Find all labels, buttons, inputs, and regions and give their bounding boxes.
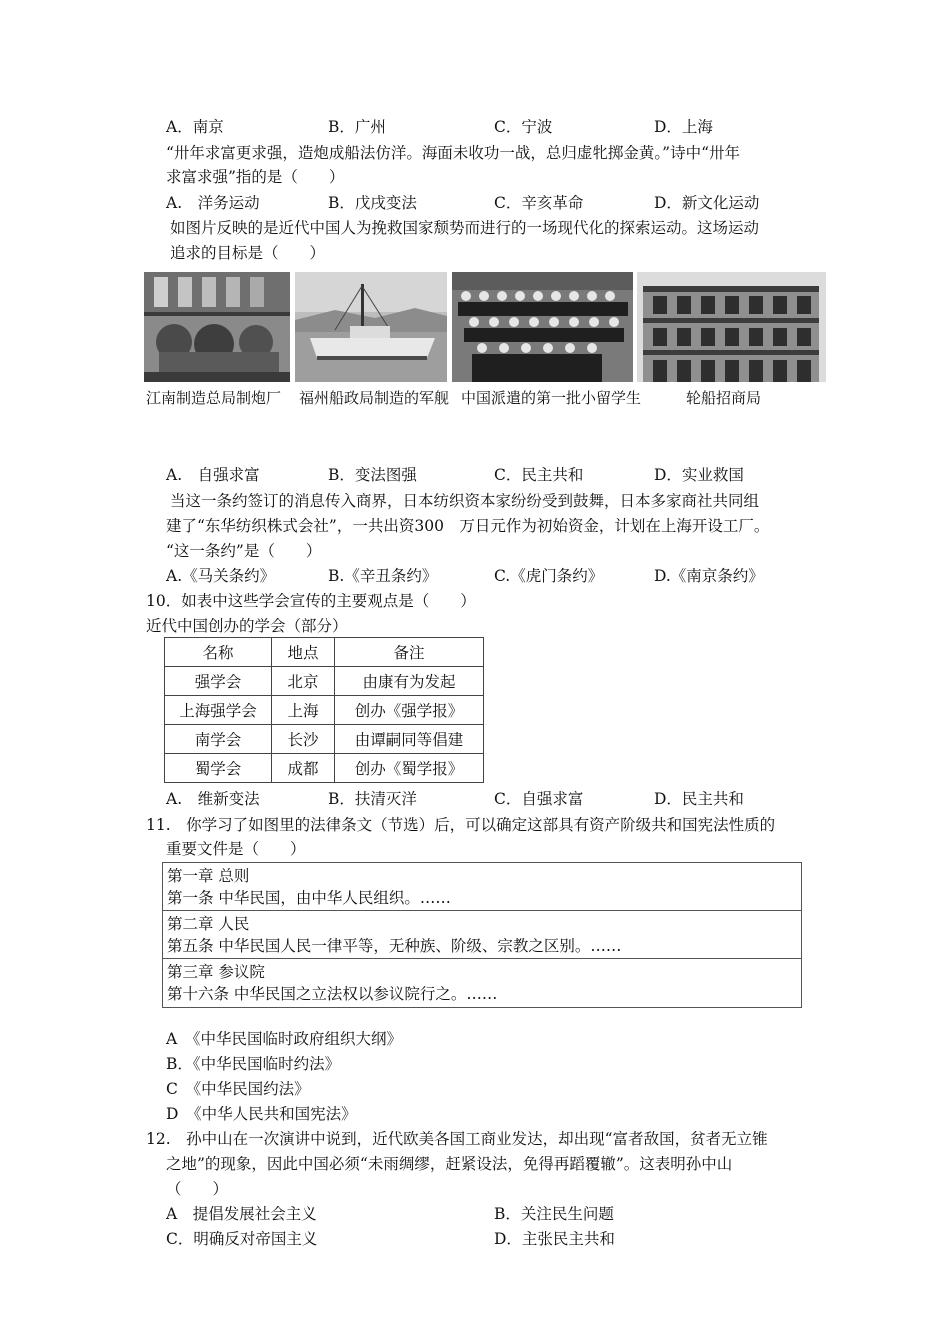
q11-option-d[interactable]: D 《中华人民共和国宪法》 xyxy=(166,1105,357,1123)
q10-option-b[interactable]: B．扶清灭洋 xyxy=(328,790,417,808)
q9a-stem-line2: 追求的目标是（ ） xyxy=(170,244,326,262)
law-chapter-1 xyxy=(163,863,801,911)
q9b-stem-line1: 当这一条约签订的消息传入商界，日本纺织资本家纷纷受到鼓舞，日本多家商社共同组 xyxy=(170,492,760,510)
q7-option-c[interactable]: C．宁波 xyxy=(494,118,553,136)
table-cell: 蜀学会 xyxy=(165,754,272,783)
q10-option-d[interactable]: D．民主共和 xyxy=(654,790,744,808)
q7-option-d[interactable]: D．上海 xyxy=(654,118,713,136)
caption-students: 中国派遣的第一批小留学生 xyxy=(461,389,642,407)
q9b-stem-line2: 建了“东华纺织株式会社”，一共出资300 万日元作为初始资金，计划在上海开设工厂。 xyxy=(166,517,770,535)
q12-option-b[interactable]: B．关注民生问题 xyxy=(494,1205,614,1223)
table-row xyxy=(165,667,484,696)
q11-stem-line1: 11. 你学习了如图里的法律条文（节选）后，可以确定这部具有资产阶级共和国宪法性质的 xyxy=(146,816,776,834)
chapter-heading: 第一章 总则 xyxy=(167,867,250,885)
societies-table xyxy=(164,637,484,783)
photo-fuzhou-warship xyxy=(295,272,447,382)
caption-merchants: 轮船招商局 xyxy=(686,389,762,407)
table-row xyxy=(165,725,484,754)
q7-option-b[interactable]: B．广州 xyxy=(328,118,386,136)
table-header: 备注 xyxy=(335,638,484,667)
q12-option-d[interactable]: D．主张民主共和 xyxy=(494,1230,615,1248)
q9a-option-b[interactable]: B．变法图强 xyxy=(328,466,417,484)
q8-option-c[interactable]: C．辛亥革命 xyxy=(494,194,584,212)
law-excerpt-box xyxy=(162,862,802,1008)
q10-table-title: 近代中国创办的学会（部分） xyxy=(146,617,348,635)
chapter-heading: 第三章 参议院 xyxy=(167,963,265,981)
q12-stem-line3: （ ） xyxy=(166,1180,229,1198)
q9b-option-a[interactable]: A.《马关条约》 xyxy=(166,567,276,585)
q9b-option-c[interactable]: C.《虎门条约》 xyxy=(494,567,604,585)
q9b-option-b[interactable]: B.《辛丑条约》 xyxy=(328,567,438,585)
q10-option-c[interactable]: C．自强求富 xyxy=(494,790,584,808)
photo-jiangnan-arsenal xyxy=(144,272,290,382)
q9a-option-c[interactable]: C．民主共和 xyxy=(494,466,584,484)
q8-option-b[interactable]: B．戊戌变法 xyxy=(328,194,417,212)
q7-option-a[interactable]: A．南京 xyxy=(166,118,224,136)
q9a-option-d[interactable]: D．实业救国 xyxy=(654,466,744,484)
q8-option-a[interactable]: A. 洋务运动 xyxy=(166,194,260,212)
q8-stem-line2: 求富求强”指的是（ ） xyxy=(166,168,345,186)
table-header-row xyxy=(165,638,484,667)
table-cell: 创办《蜀学报》 xyxy=(335,754,484,783)
q8-stem-line1: “卅年求富更求强，造炮成船法仿洋。海面未收功一战，总归虚牝掷金黄。”诗中“卅年 xyxy=(166,144,741,162)
law-chapter-2 xyxy=(163,911,801,959)
article-text: 第十六条 中华民国之立法权以参议院行之。…… xyxy=(167,985,498,1003)
q9b-option-d[interactable]: D.《南京条约》 xyxy=(654,567,764,585)
table-cell: 成都 xyxy=(272,754,335,783)
table-header: 名称 xyxy=(165,638,272,667)
law-chapter-3 xyxy=(163,959,801,1007)
q11-option-c[interactable]: C 《中华民国约法》 xyxy=(166,1080,310,1098)
table-cell: 强学会 xyxy=(165,667,272,696)
q9a-stem-line1: 如图片反映的是近代中国人为挽救国家颓势而进行的一场现代化的探索运动。这场运动 xyxy=(170,219,760,237)
q12-option-c[interactable]: C．明确反对帝国主义 xyxy=(166,1230,318,1248)
caption-fuzhou-warship: 福州船政局制造的军舰 xyxy=(299,389,450,407)
q11-option-b[interactable]: B．《中华民国临时约法》 xyxy=(166,1055,341,1073)
q11-stem-line2: 重要文件是（ ） xyxy=(166,840,306,858)
article-text: 第五条 中华民国人民一律平等，无种族、阶级、宗教之区别。…… xyxy=(167,937,622,955)
article-text: 第一条 中华民国，由中华人民组织。…… xyxy=(167,889,451,907)
q12-stem-line2: 之地”的现象，因此中国必须“未雨绸缪，赶紧设法，免得再蹈覆辙”。这表明孙中山 xyxy=(166,1155,733,1173)
table-cell: 北京 xyxy=(272,667,335,696)
table-header: 地点 xyxy=(272,638,335,667)
q10-option-a[interactable]: A. 维新变法 xyxy=(166,790,260,808)
table-cell: 由谭嗣同等倡建 xyxy=(335,725,484,754)
table-cell: 南学会 xyxy=(165,725,272,754)
table-cell: 上海强学会 xyxy=(165,696,272,725)
q11-option-a[interactable]: A 《中华民国临时政府组织大纲》 xyxy=(166,1030,402,1048)
chapter-heading: 第二章 人民 xyxy=(167,915,250,933)
table-cell: 上海 xyxy=(272,696,335,725)
q12-stem-line1: 12. 孙中山在一次演讲中说到，近代欧美各国工商业发达，却出现“富者敌国，贫者无立锥 xyxy=(146,1130,768,1148)
table-cell: 长沙 xyxy=(272,725,335,754)
q9a-option-a[interactable]: A. 自强求富 xyxy=(166,466,260,484)
table-row xyxy=(165,754,484,783)
table-cell: 由康有为发起 xyxy=(335,667,484,696)
table-row xyxy=(165,696,484,725)
caption-jiangnan-arsenal: 江南制造总局制炮厂 xyxy=(146,389,282,407)
q9b-stem-line3: “这一条约”是（ ） xyxy=(166,542,322,560)
table-cell: 创办《强学报》 xyxy=(335,696,484,725)
q10-stem: 10．如表中这些学会宣传的主要观点是（ ） xyxy=(146,592,476,610)
q8-option-d[interactable]: D．新文化运动 xyxy=(654,194,760,212)
photo-students-group xyxy=(452,272,633,382)
photo-merchants-building xyxy=(637,272,826,382)
q12-option-a[interactable]: A 提倡发展社会主义 xyxy=(166,1205,317,1223)
